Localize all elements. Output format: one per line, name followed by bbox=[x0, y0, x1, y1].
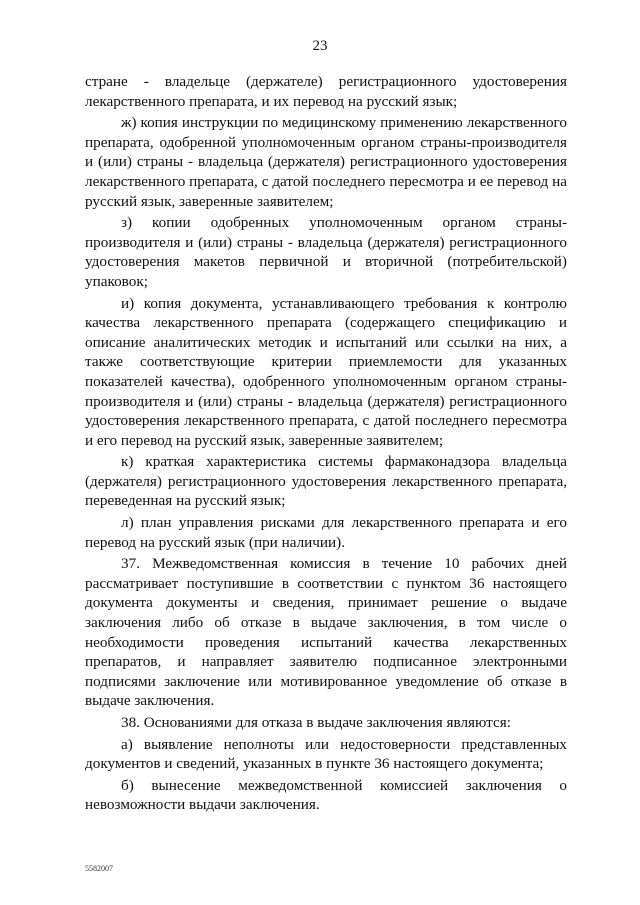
document-body bbox=[85, 72, 567, 817]
paragraph-item-a: а) выявление неполноты или недостоверности представленных документов и сведений, указанных в пункте 36 настоящего документа; bbox=[85, 735, 567, 773]
paragraph-item-z: з) копии одобренных уполномоченным органом страны-производителя и (или) страны - владельца (держателя) регистрационного удостоверения макетов первичной и вторичной (потребительской) упаковок; bbox=[85, 214, 567, 290]
paragraph-item-zh: ж) копия инструкции по медицинскому применению лекарственного препарата, одобренной уполномоченным органом страны-производителя и (или) страны - владельца (держателя) регистрационного удостоверения лекарственного препарата, с датой последнего пересмотра и ее перевод на русский язык, заверенные заявителем; bbox=[85, 114, 567, 210]
paragraph-continuation: стране - владельце (держателе) регистрационного удостоверения лекарственного препарата, и их перевод на русский язык; bbox=[85, 73, 567, 110]
paragraph-clause-38: 38. Основаниями для отказа в выдаче заключения являются: bbox=[121, 714, 511, 731]
paragraph-item-i: и) копия документа, устанавливающего требования к контролю качества лекарственного препарата (содержащего спецификацию и описание аналитических методик и испытаний или ссылки на них, а также соответствующие критерии приемлемости для указанных показателей качества), одобренного уполномоченным органом страны-производителя и (или) страны - владельца (держателя) регистрационного удостоверения лекарственного препарата, с датой последнего пересмотра и его перевод на русский язык, заверенные заявителем; bbox=[85, 294, 567, 449]
paragraph-clause-37: 37. Межведомственная комиссия в течение 10 рабочих дней рассматривает поступившие в соответствии с пунктом 36 настоящего документа документы и сведения, принимает решение о выдаче заключения либо об отказе в выдаче заключения, в том числе о необходимости проведения испытаний качества лекарственных препаратов, и направляет заявителю подписанное электронными подписями заключение или мотивированное уведомление об отказе в выдаче заключения. bbox=[85, 555, 567, 710]
paragraph-item-b: б) вынесение межведомственной комиссией заключения о невозможности выдачи заключения. bbox=[85, 776, 567, 814]
paragraph-item-l: л) план управления рисками для лекарственного препарата и его перевод на русский язык (при наличии). bbox=[85, 514, 567, 551]
paragraph-item-k: к) краткая характеристика системы фармаконадзора владельца (держателя) регистрационного удостоверения лекарственного препарата, переведенная на русский язык; bbox=[85, 453, 567, 510]
document-code: 5582007 bbox=[85, 864, 113, 873]
page-number: 23 bbox=[312, 38, 328, 54]
